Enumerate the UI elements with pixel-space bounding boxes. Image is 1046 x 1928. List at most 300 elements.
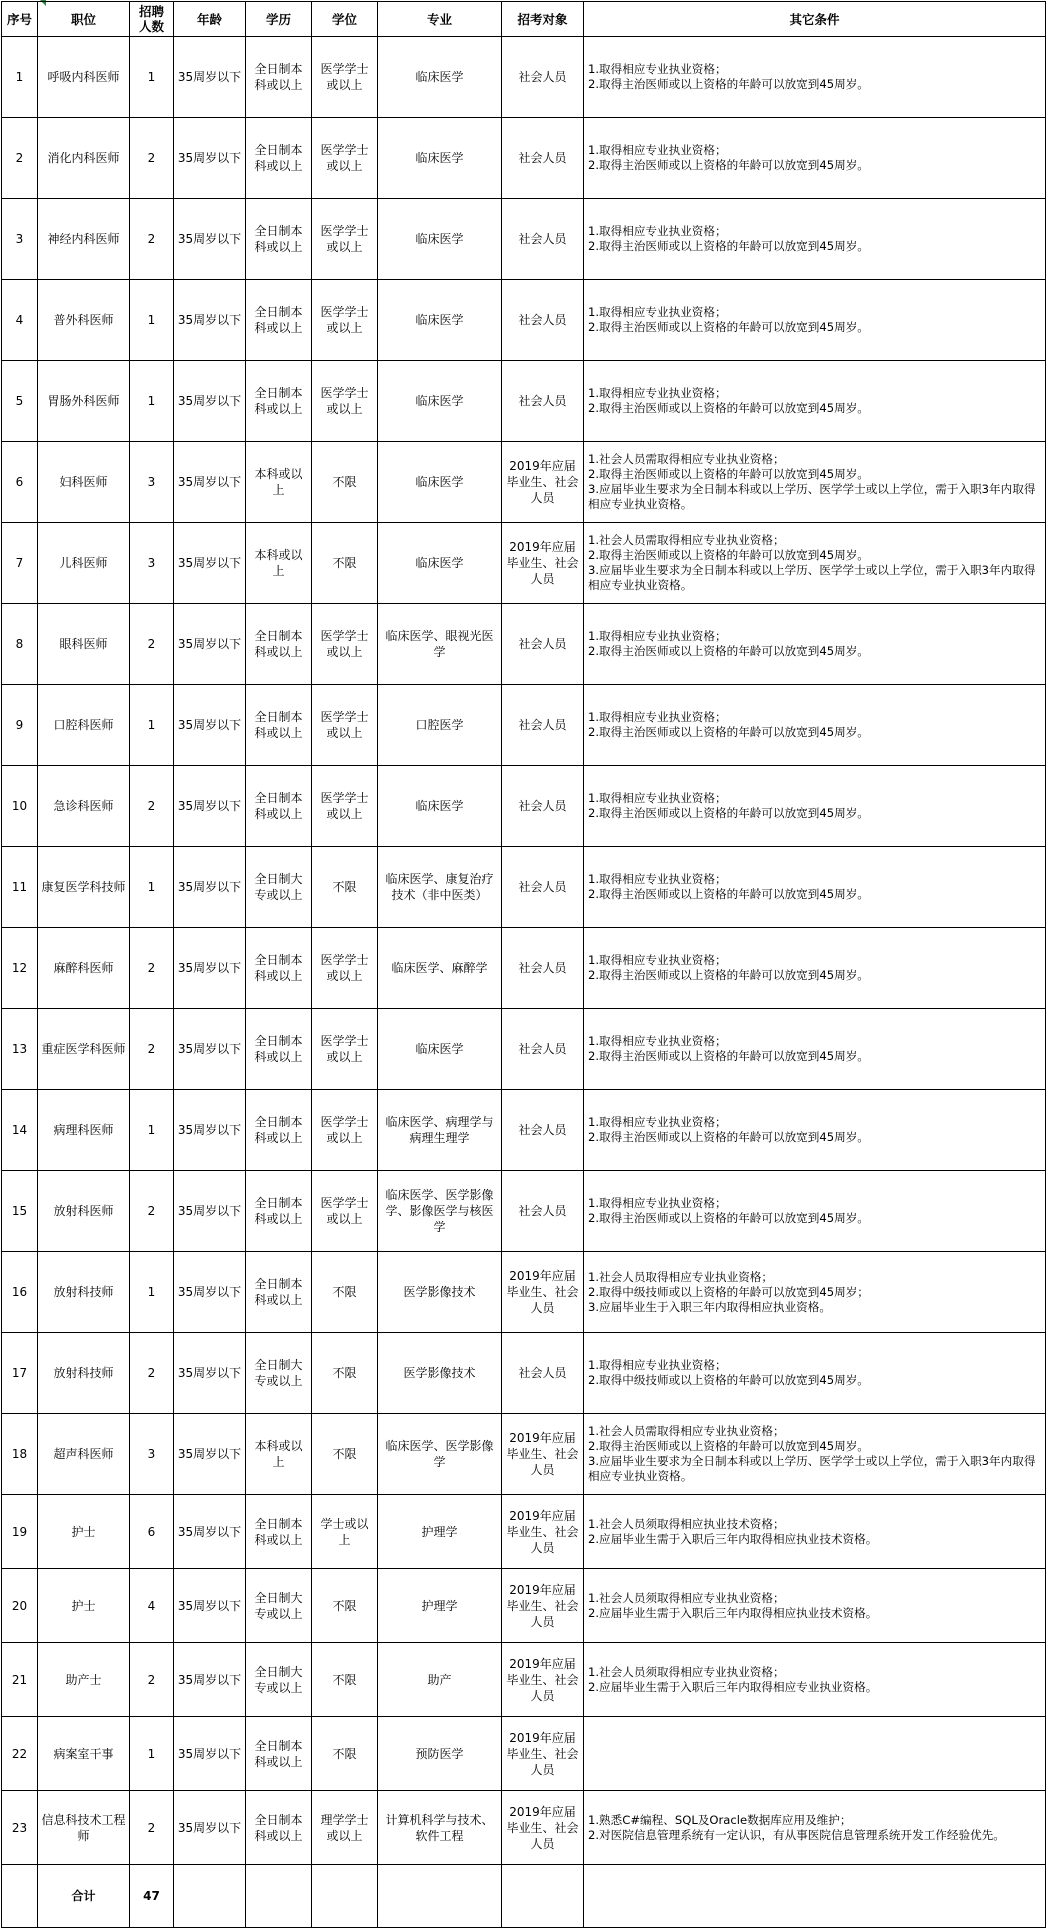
row-number: 4	[2, 280, 38, 361]
position-cell: 病理科医师	[38, 1090, 130, 1171]
age-cell: 35周岁以下	[174, 199, 246, 280]
education-cell: 全日制本科或以上	[246, 928, 312, 1009]
condition-line: 1.取得相应专业执业资格；	[588, 1358, 727, 1372]
condition-line: 1.社会人员需取得相应专业执业资格；	[588, 533, 785, 547]
major-cell: 预防医学	[378, 1717, 502, 1791]
condition-line: 1.社会人员取得相应专业执业资格；	[588, 1269, 773, 1284]
conditions-cell	[584, 442, 1046, 523]
count-cell: 2	[130, 766, 174, 847]
conditions-cell	[584, 1717, 1046, 1791]
education-cell: 全日制大专或以上	[246, 847, 312, 928]
count-cell: 1	[130, 1252, 174, 1333]
target-cell: 2019年应届毕业生、社会人员	[502, 1717, 584, 1791]
empty-cell	[584, 1865, 1046, 1928]
column-header: 序号	[2, 2, 38, 37]
major-cell: 临床医学、康复治疗技术（非中医类）	[378, 847, 502, 928]
target-cell: 社会人员	[502, 199, 584, 280]
empty-cell	[312, 1865, 378, 1928]
conditions-cell	[584, 1090, 1046, 1171]
major-cell: 临床医学	[378, 1009, 502, 1090]
target-cell: 社会人员	[502, 1333, 584, 1414]
target-cell: 社会人员	[502, 1009, 584, 1090]
count-cell: 2	[130, 118, 174, 199]
row-number: 23	[2, 1791, 38, 1865]
major-cell: 护理学	[378, 1569, 502, 1643]
count-cell: 4	[130, 1569, 174, 1643]
age-cell: 35周岁以下	[174, 1791, 246, 1865]
education-cell: 本科或以上	[246, 1414, 312, 1495]
row-number: 9	[2, 685, 38, 766]
count-cell: 1	[130, 361, 174, 442]
position-cell: 康复医学科技师	[38, 847, 130, 928]
table-row	[2, 685, 1046, 766]
target-cell: 2019年应届毕业生、社会人员	[502, 1643, 584, 1717]
position-cell: 妇科医师	[38, 442, 130, 523]
education-cell: 全日制本科或以上	[246, 1171, 312, 1252]
condition-line: 2.应届毕业生需于入职后三年内取得相应执业技术资格。	[588, 1605, 878, 1620]
table-row	[2, 118, 1046, 199]
count-cell: 2	[130, 1009, 174, 1090]
condition-line: 1.社会人员须取得相应执业技术资格；	[588, 1516, 785, 1531]
education-cell: 全日制本科或以上	[246, 685, 312, 766]
table-row	[2, 604, 1046, 685]
age-cell: 35周岁以下	[174, 1495, 246, 1569]
major-cell: 口腔医学	[378, 685, 502, 766]
row-number: 15	[2, 1171, 38, 1252]
education-cell: 全日制本科或以上	[246, 766, 312, 847]
degree-cell: 不限	[312, 1333, 378, 1414]
major-cell: 临床医学、医学影像学、影像医学与核医学	[378, 1171, 502, 1252]
degree-cell: 医学学士或以上	[312, 928, 378, 1009]
count-cell: 2	[130, 1791, 174, 1865]
count-cell: 2	[130, 199, 174, 280]
table-row	[2, 1171, 1046, 1252]
condition-line: 1.社会人员需取得相应专业执业资格；	[588, 1424, 785, 1438]
conditions-cell	[584, 847, 1046, 928]
empty-cell	[378, 1865, 502, 1928]
degree-cell: 不限	[312, 523, 378, 604]
education-cell: 全日制本科或以上	[246, 199, 312, 280]
target-cell: 社会人员	[502, 847, 584, 928]
position-cell: 放射科医师	[38, 1171, 130, 1252]
recruitment-table	[1, 1, 1046, 1928]
count-cell: 1	[130, 685, 174, 766]
position-cell: 儿科医师	[38, 523, 130, 604]
age-cell: 35周岁以下	[174, 1252, 246, 1333]
major-cell: 医学影像技术	[378, 1252, 502, 1333]
education-cell: 全日制大专或以上	[246, 1569, 312, 1643]
target-cell: 社会人员	[502, 118, 584, 199]
condition-line: 1.取得相应专业执业资格；	[588, 305, 727, 319]
major-cell: 临床医学、麻醉学	[378, 928, 502, 1009]
education-cell: 全日制本科或以上	[246, 1090, 312, 1171]
degree-cell: 医学学士或以上	[312, 37, 378, 118]
target-cell: 社会人员	[502, 766, 584, 847]
condition-line: 2.取得中级技师或以上资格的年龄可以放宽到45周岁。	[588, 1373, 869, 1387]
conditions-cell	[584, 37, 1046, 118]
target-cell: 社会人员	[502, 37, 584, 118]
row-number: 6	[2, 442, 38, 523]
education-cell: 全日制本科或以上	[246, 361, 312, 442]
table-row	[2, 1333, 1046, 1414]
condition-line: 2.取得主治医师或以上资格的年龄可以放宽到45周岁。	[588, 239, 869, 253]
education-cell: 全日制本科或以上	[246, 1791, 312, 1865]
position-cell: 麻醉科医师	[38, 928, 130, 1009]
empty-cell	[502, 1865, 584, 1928]
condition-line: 2.应届毕业生需于入职后三年内取得相应执业技术资格。	[588, 1531, 878, 1546]
condition-line: 2.取得主治医师或以上资格的年龄可以放宽到45周岁。	[588, 1130, 869, 1144]
target-cell: 2019年应届毕业生、社会人员	[502, 1495, 584, 1569]
condition-line: 1.取得相应专业执业资格；	[588, 1034, 727, 1048]
condition-line: 2.取得主治医师或以上资格的年龄可以放宽到45周岁。	[588, 887, 869, 901]
degree-cell: 不限	[312, 1569, 378, 1643]
target-cell: 社会人员	[502, 361, 584, 442]
conditions-cell	[584, 1414, 1046, 1495]
degree-cell: 医学学士或以上	[312, 199, 378, 280]
age-cell: 35周岁以下	[174, 1643, 246, 1717]
education-cell: 全日制本科或以上	[246, 604, 312, 685]
education-cell: 全日制大专或以上	[246, 1333, 312, 1414]
condition-line: 2.取得主治医师或以上资格的年龄可以放宽到45周岁。	[588, 320, 869, 334]
position-cell: 助产士	[38, 1643, 130, 1717]
condition-line: 2.取得主治医师或以上资格的年龄可以放宽到45周岁。	[588, 644, 869, 658]
degree-cell: 医学学士或以上	[312, 1171, 378, 1252]
condition-line: 2.取得主治医师或以上资格的年龄可以放宽到45周岁。	[588, 548, 869, 562]
header-row	[2, 2, 1046, 37]
degree-cell: 医学学士或以上	[312, 604, 378, 685]
row-number: 11	[2, 847, 38, 928]
conditions-cell	[584, 1252, 1046, 1333]
row-number: 7	[2, 523, 38, 604]
count-cell: 1	[130, 280, 174, 361]
row-number: 2	[2, 118, 38, 199]
position-cell: 急诊科医师	[38, 766, 130, 847]
age-cell: 35周岁以下	[174, 685, 246, 766]
column-header: 职位	[38, 2, 130, 37]
position-cell: 普外科医师	[38, 280, 130, 361]
condition-line: 1.取得相应专业执业资格；	[588, 224, 727, 238]
condition-line: 2.取得主治医师或以上资格的年龄可以放宽到45周岁。	[588, 806, 869, 820]
target-cell: 社会人员	[502, 280, 584, 361]
condition-line: 1.社会人员须取得相应专业执业资格；	[588, 1590, 785, 1605]
age-cell: 35周岁以下	[174, 37, 246, 118]
conditions-cell	[584, 1171, 1046, 1252]
total-row	[2, 1865, 1046, 1928]
age-cell: 35周岁以下	[174, 442, 246, 523]
table-row	[2, 847, 1046, 928]
row-number: 20	[2, 1569, 38, 1643]
condition-line: 1.取得相应专业执业资格；	[588, 386, 727, 400]
position-cell: 眼科医师	[38, 604, 130, 685]
table-row	[2, 37, 1046, 118]
major-cell: 临床医学	[378, 37, 502, 118]
conditions-cell	[584, 361, 1046, 442]
table-row	[2, 442, 1046, 523]
position-cell: 神经内科医师	[38, 199, 130, 280]
empty-cell	[174, 1865, 246, 1928]
age-cell: 35周岁以下	[174, 1414, 246, 1495]
condition-line: 1.社会人员须取得相应专业执业资格；	[588, 1664, 785, 1679]
count-cell: 1	[130, 1717, 174, 1791]
table-row	[2, 523, 1046, 604]
empty-cell	[246, 1865, 312, 1928]
age-cell: 35周岁以下	[174, 361, 246, 442]
major-cell: 临床医学	[378, 280, 502, 361]
education-cell: 全日制本科或以上	[246, 37, 312, 118]
major-cell: 医学影像技术	[378, 1333, 502, 1414]
table-row	[2, 1495, 1046, 1569]
row-number: 8	[2, 604, 38, 685]
position-cell: 护士	[38, 1569, 130, 1643]
total-label: 合计	[38, 1865, 130, 1928]
major-cell: 临床医学	[378, 766, 502, 847]
condition-line: 2.取得主治医师或以上资格的年龄可以放宽到45周岁。	[588, 1049, 869, 1063]
count-cell: 2	[130, 1643, 174, 1717]
education-cell: 全日制本科或以上	[246, 1009, 312, 1090]
condition-line: 1.取得相应专业执业资格；	[588, 953, 727, 967]
conditions-cell	[584, 604, 1046, 685]
table-row	[2, 361, 1046, 442]
target-cell: 社会人员	[502, 1171, 584, 1252]
degree-cell: 理学学士或以上	[312, 1791, 378, 1865]
target-cell: 社会人员	[502, 604, 584, 685]
major-cell: 临床医学、病理学与病理生理学	[378, 1090, 502, 1171]
condition-line: 2.取得主治医师或以上资格的年龄可以放宽到45周岁。	[588, 968, 869, 982]
count-cell: 3	[130, 523, 174, 604]
degree-cell: 医学学士或以上	[312, 118, 378, 199]
target-cell: 社会人员	[502, 685, 584, 766]
row-number: 14	[2, 1090, 38, 1171]
degree-cell: 不限	[312, 1414, 378, 1495]
condition-line: 1.取得相应专业执业资格；	[588, 1196, 727, 1210]
count-cell: 3	[130, 1414, 174, 1495]
position-cell: 信息科技术工程师	[38, 1791, 130, 1865]
position-cell: 放射科技师	[38, 1252, 130, 1333]
condition-line: 2.取得主治医师或以上资格的年龄可以放宽到45周岁。	[588, 158, 869, 172]
condition-line: 1.取得相应专业执业资格；	[588, 872, 727, 886]
condition-line: 2.取得主治医师或以上资格的年龄可以放宽到45周岁。	[588, 77, 869, 91]
target-cell: 社会人员	[502, 1090, 584, 1171]
conditions-cell	[584, 766, 1046, 847]
condition-line: 3.应届毕业生于入职三年内取得相应执业资格。	[588, 1299, 831, 1314]
position-cell: 护士	[38, 1495, 130, 1569]
conditions-cell	[584, 685, 1046, 766]
target-cell: 2019年应届毕业生、社会人员	[502, 523, 584, 604]
conditions-cell	[584, 928, 1046, 1009]
row-number: 21	[2, 1643, 38, 1717]
education-cell: 全日制本科或以上	[246, 1495, 312, 1569]
age-cell: 35周岁以下	[174, 118, 246, 199]
row-number: 1	[2, 37, 38, 118]
row-number: 5	[2, 361, 38, 442]
degree-cell: 不限	[312, 1252, 378, 1333]
position-cell: 重症医学科医师	[38, 1009, 130, 1090]
age-cell: 35周岁以下	[174, 1171, 246, 1252]
table-row	[2, 1791, 1046, 1865]
condition-line: 1.取得相应专业执业资格；	[588, 143, 727, 157]
condition-line: 2.取得主治医师或以上资格的年龄可以放宽到45周岁。	[588, 1439, 869, 1453]
count-cell: 3	[130, 442, 174, 523]
count-cell: 1	[130, 1090, 174, 1171]
table-row	[2, 1009, 1046, 1090]
position-cell: 超声科医师	[38, 1414, 130, 1495]
education-cell: 全日制本科或以上	[246, 1252, 312, 1333]
degree-cell: 医学学士或以上	[312, 280, 378, 361]
count-cell: 2	[130, 604, 174, 685]
table-row	[2, 928, 1046, 1009]
count-cell: 1	[130, 37, 174, 118]
major-cell: 临床医学	[378, 118, 502, 199]
target-cell: 2019年应届毕业生、社会人员	[502, 1791, 584, 1865]
degree-cell: 医学学士或以上	[312, 361, 378, 442]
column-header: 学位	[312, 2, 378, 37]
conditions-cell	[584, 199, 1046, 280]
major-cell: 临床医学	[378, 361, 502, 442]
position-cell: 胃肠外科医师	[38, 361, 130, 442]
education-cell: 全日制本科或以上	[246, 118, 312, 199]
row-number: 16	[2, 1252, 38, 1333]
conditions-cell	[584, 1333, 1046, 1414]
major-cell: 临床医学	[378, 442, 502, 523]
row-number: 19	[2, 1495, 38, 1569]
degree-cell: 不限	[312, 1643, 378, 1717]
table-row	[2, 1252, 1046, 1333]
conditions-cell	[584, 523, 1046, 604]
degree-cell: 不限	[312, 442, 378, 523]
condition-line: 1.取得相应专业执业资格；	[588, 791, 727, 805]
degree-cell: 不限	[312, 1717, 378, 1791]
row-number: 3	[2, 199, 38, 280]
conditions-cell	[584, 118, 1046, 199]
column-header: 年龄	[174, 2, 246, 37]
condition-line: 3.应届毕业生要求为全日制本科或以上学历、医学学士或以上学位，需于入职3年内取得相应专业执业资格。	[588, 1454, 1036, 1483]
total-count: 47	[130, 1865, 174, 1928]
age-cell: 35周岁以下	[174, 1009, 246, 1090]
target-cell: 2019年应届毕业生、社会人员	[502, 1252, 584, 1333]
row-number: 12	[2, 928, 38, 1009]
education-cell: 本科或以上	[246, 442, 312, 523]
age-cell: 35周岁以下	[174, 1090, 246, 1171]
target-cell: 社会人员	[502, 928, 584, 1009]
count-cell: 6	[130, 1495, 174, 1569]
education-cell: 全日制本科或以上	[246, 1717, 312, 1791]
condition-line: 1.取得相应专业执业资格；	[588, 62, 727, 76]
age-cell: 35周岁以下	[174, 604, 246, 685]
degree-cell: 医学学士或以上	[312, 685, 378, 766]
condition-line: 3.应届毕业生要求为全日制本科或以上学历、医学学士或以上学位，需于入职3年内取得相应专业执业资格。	[588, 563, 1036, 592]
conditions-cell	[584, 1791, 1046, 1865]
education-cell: 全日制大专或以上	[246, 1643, 312, 1717]
conditions-cell	[584, 280, 1046, 361]
age-cell: 35周岁以下	[174, 1717, 246, 1791]
row-number: 22	[2, 1717, 38, 1791]
count-cell: 2	[130, 1333, 174, 1414]
position-cell: 放射科技师	[38, 1333, 130, 1414]
count-cell: 2	[130, 928, 174, 1009]
position-cell: 消化内科医师	[38, 118, 130, 199]
condition-line: 2.取得中级技师或以上资格的年龄可以放宽到45周岁；	[588, 1284, 869, 1299]
column-header: 其它条件	[584, 2, 1046, 37]
conditions-cell	[584, 1643, 1046, 1717]
table-row	[2, 280, 1046, 361]
age-cell: 35周岁以下	[174, 766, 246, 847]
position-cell: 病案室干事	[38, 1717, 130, 1791]
conditions-cell	[584, 1569, 1046, 1643]
degree-cell: 学士或以上	[312, 1495, 378, 1569]
condition-line: 1.取得相应专业执业资格；	[588, 1115, 727, 1129]
condition-line: 1.熟悉C#编程、SQL及Oracle数据库应用及维护；	[588, 1812, 852, 1827]
table-row	[2, 1090, 1046, 1171]
education-cell: 本科或以上	[246, 523, 312, 604]
major-cell: 临床医学	[378, 523, 502, 604]
column-header: 专业	[378, 2, 502, 37]
education-cell: 全日制本科或以上	[246, 280, 312, 361]
condition-line: 2.取得主治医师或以上资格的年龄可以放宽到45周岁。	[588, 1211, 869, 1225]
degree-cell: 不限	[312, 847, 378, 928]
row-number: 10	[2, 766, 38, 847]
condition-line: 1.取得相应专业执业资格；	[588, 629, 727, 643]
major-cell: 临床医学、眼视光医学	[378, 604, 502, 685]
target-cell: 2019年应届毕业生、社会人员	[502, 1569, 584, 1643]
major-cell: 计算机科学与技术、软件工程	[378, 1791, 502, 1865]
column-header: 招考对象	[502, 2, 584, 37]
age-cell: 35周岁以下	[174, 1333, 246, 1414]
empty-cell	[2, 1865, 38, 1928]
degree-cell: 医学学士或以上	[312, 1009, 378, 1090]
conditions-cell	[584, 1495, 1046, 1569]
major-cell: 临床医学、医学影像学	[378, 1414, 502, 1495]
condition-line: 1.取得相应专业执业资格；	[588, 710, 727, 724]
count-cell: 2	[130, 1171, 174, 1252]
degree-cell: 医学学士或以上	[312, 1090, 378, 1171]
condition-line: 2.应届毕业生需于入职后三年内取得相应专业执业资格。	[588, 1679, 878, 1694]
age-cell: 35周岁以下	[174, 847, 246, 928]
condition-line: 2.取得主治医师或以上资格的年龄可以放宽到45周岁。	[588, 467, 869, 481]
target-cell: 2019年应届毕业生、社会人员	[502, 1414, 584, 1495]
age-cell: 35周岁以下	[174, 280, 246, 361]
table-row	[2, 1643, 1046, 1717]
row-number: 18	[2, 1414, 38, 1495]
row-number: 13	[2, 1009, 38, 1090]
table-row	[2, 1717, 1046, 1791]
degree-cell: 医学学士或以上	[312, 766, 378, 847]
major-cell: 护理学	[378, 1495, 502, 1569]
age-cell: 35周岁以下	[174, 928, 246, 1009]
column-header: 招聘人数	[130, 2, 174, 37]
condition-line: 1.社会人员需取得相应专业执业资格；	[588, 452, 785, 466]
table-body	[2, 37, 1046, 1928]
major-cell: 助产	[378, 1643, 502, 1717]
age-cell: 35周岁以下	[174, 1569, 246, 1643]
condition-line: 2.取得主治医师或以上资格的年龄可以放宽到45周岁。	[588, 725, 869, 739]
condition-line: 2.对医院信息管理系统有一定认识，有从事医院信息管理系统开发工作经验优先。	[588, 1827, 1005, 1842]
conditions-cell	[584, 1009, 1046, 1090]
major-cell: 临床医学	[378, 199, 502, 280]
table-row	[2, 766, 1046, 847]
column-header: 学历	[246, 2, 312, 37]
condition-line: 2.取得主治医师或以上资格的年龄可以放宽到45周岁。	[588, 401, 869, 415]
table-row	[2, 1414, 1046, 1495]
age-cell: 35周岁以下	[174, 523, 246, 604]
position-cell: 口腔科医师	[38, 685, 130, 766]
table-row	[2, 1569, 1046, 1643]
position-cell: 呼吸内科医师	[38, 37, 130, 118]
condition-line: 3.应届毕业生要求为全日制本科或以上学历、医学学士或以上学位，需于入职3年内取得相应专业执业资格。	[588, 482, 1036, 511]
table-row	[2, 199, 1046, 280]
target-cell: 2019年应届毕业生、社会人员	[502, 442, 584, 523]
count-cell: 1	[130, 847, 174, 928]
row-number: 17	[2, 1333, 38, 1414]
